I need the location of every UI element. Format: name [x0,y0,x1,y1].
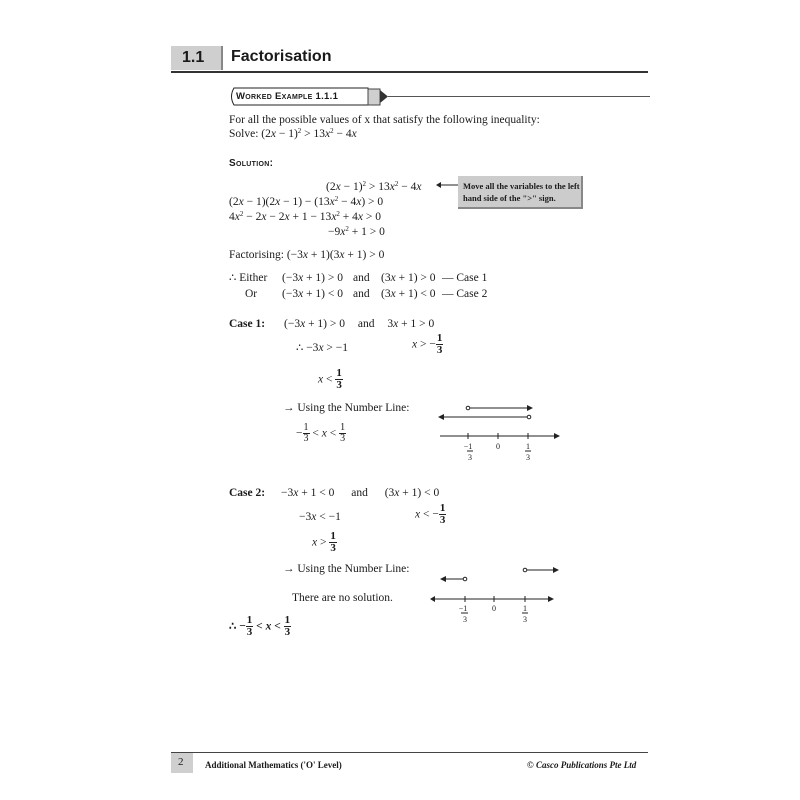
svg-text:3: 3 [526,453,530,462]
solution-label: Solution: [229,158,274,169]
footer-publisher: © Casco Publications Pte Ltd [527,760,637,770]
solution-step-3: $4x^2 - 2x - 2x + 1 - 13x^2 + 4x > 0$ [229,210,382,223]
case1-result: − $\frac{1}{3}$ < x < $\frac{1}{3}$ [296,422,346,444]
case1-step-b: x > − $\frac{1}{3}$ [412,332,443,356]
case1-open-point [466,406,470,410]
svg-text:3: 3 [468,453,472,462]
footer-book-title: Additional Mathematics ('O' Level) [205,760,342,770]
case2-number-line-label: → Using the Number Line: [283,563,410,575]
case1-tick-label-3: 1 [526,442,530,451]
case2-tick-label-2: 0 [492,604,496,613]
case2-condition: −3x + 1 < 0 and (3x + 1) < 0 [281,487,440,499]
solve-label: Solve: [229,128,259,140]
question-solve: Solve: $(2x - 1)^2 > 13x^2 - 4x$ [229,127,357,140]
case1-number-line-label: → Using the Number Line: [283,402,410,414]
factorising-line: Factorising: (−3x + 1)(3x + 1) > 0 [229,249,385,261]
case2-tick-label-3: 1 [523,604,527,613]
case2-label: Case 2: [229,487,266,499]
note-text: Move all the variables to the left hand side of the ">" sign. [463,181,580,203]
case1-label: Case 1: [229,318,266,330]
svg-text:3: 3 [523,615,527,624]
question-text: For all the possible values of x that satisfy the following inequality: [229,114,540,126]
case2-number-line [430,562,565,628]
case2-no-solution: There are no solution. [292,592,393,604]
section-number: 1.1 [182,49,205,66]
footer-rule [171,752,648,753]
case1-tick-label-2: 0 [496,442,500,451]
case2-open-point-2 [463,577,467,581]
solution-step-2: $(2x - 1)(2x - 1) - (13x^2 - 4x) > 0$ [229,195,384,208]
solution-step-1: $(2x - 1)^2 > 13x^2 - 4x$ [326,180,422,193]
page-number: 2 [178,756,184,768]
svg-text:3: 3 [463,615,467,624]
worked-example-label: Worked Example 1.1.1 [236,91,339,102]
case2-open-point-1 [523,568,527,572]
section-title: Factorisation [231,48,332,65]
case1-number-line [436,400,566,466]
solution-step-4: $-9x^2 + 1 > 0$ [328,225,385,238]
case1-step-c: x < $\frac{1}{3}$ [318,367,342,391]
case1-condition: (−3x + 1) > 0 and 3x + 1 > 0 [284,318,435,330]
case2-step-b: x < − $\frac{1}{3}$ [415,502,446,526]
case1-open-point-2 [527,415,531,419]
case1-tick-label-1: −1 [463,442,473,451]
case2-step-c: x > $\frac{1}{3}$ [312,530,336,554]
header-rule [171,71,648,73]
case1-step-a: ∴ −3x > −1 [296,342,349,354]
case2-step-a: −3x < −1 [299,511,341,523]
case2-tick-label-1: −1 [458,604,468,613]
note-arrow [436,181,460,189]
final-answer: ∴ − $\frac{1}{3}$ < x < $\frac{1}{3}$ [229,614,291,638]
